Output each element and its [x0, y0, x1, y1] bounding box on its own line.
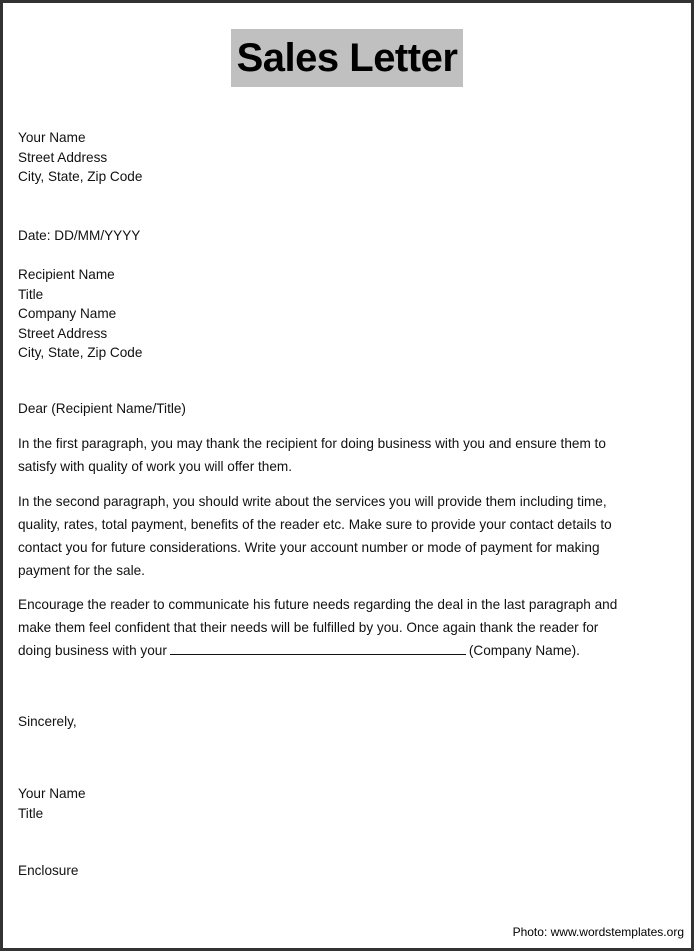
signature-block: [18, 784, 86, 823]
closing: Sincerely,: [18, 714, 77, 729]
paragraph-line: make them feel confident that their needs will be fulfilled by you. Once again thank the reader for: [18, 620, 599, 635]
sender-address: [18, 128, 142, 187]
salutation: Dear (Recipient Name/Title): [18, 401, 186, 416]
closing-block: [18, 712, 77, 732]
letter-title: Sales Letter: [231, 29, 463, 87]
sender-city: City, State, Zip Code: [18, 169, 143, 184]
recipient-name: Recipient Name: [18, 267, 115, 282]
sender-name: Your Name: [18, 130, 86, 145]
paragraph-line: satisfy with quality of work you will offer them.: [18, 459, 292, 474]
paragraph-line: In the second paragraph, you should write about the services you will provide them including time,: [18, 494, 607, 509]
paragraph-text: doing business with your: [18, 643, 167, 658]
recipient-address: [18, 265, 142, 363]
recipient-company: Company Name: [18, 306, 117, 321]
enclosure: Enclosure: [18, 863, 79, 878]
date-line: Date: DD/MM/YYYY: [18, 228, 141, 243]
paragraph-text: (Company Name).: [468, 643, 580, 658]
enclosure-block: [18, 861, 78, 881]
paragraph-line: quality, rates, total payment, benefits of the reader etc. Make sure to provide your contact details to: [18, 517, 612, 532]
recipient-city: City, State, Zip Code: [18, 345, 143, 360]
sender-street: Street Address: [18, 149, 108, 165]
photo-credit: Photo: www.wordstemplates.org: [512, 925, 684, 939]
recipient-title: Title: [18, 286, 44, 302]
paragraph-line: payment for the sale.: [18, 563, 145, 578]
recipient-street: Street Address: [18, 325, 108, 341]
date-block: [18, 226, 140, 246]
paragraph-3: [18, 593, 617, 662]
paragraph-line: Encourage the reader to communicate his future needs regarding the deal in the last paragraph and: [18, 597, 618, 612]
paragraph-line: contact you for future considerations. Write your account number or mode of payment for making: [18, 540, 600, 555]
paragraph-line-last: [18, 639, 617, 662]
paragraph-2: [18, 490, 612, 582]
signature-name: Your Name: [18, 786, 86, 801]
paragraph-line: In the first paragraph, you may thank the recipient for doing business with you and ensure them to: [18, 436, 606, 451]
salutation-block: [18, 399, 186, 419]
company-name-blank: [170, 641, 466, 655]
signature-title: Title: [18, 805, 44, 821]
paragraph-1: [18, 432, 606, 478]
